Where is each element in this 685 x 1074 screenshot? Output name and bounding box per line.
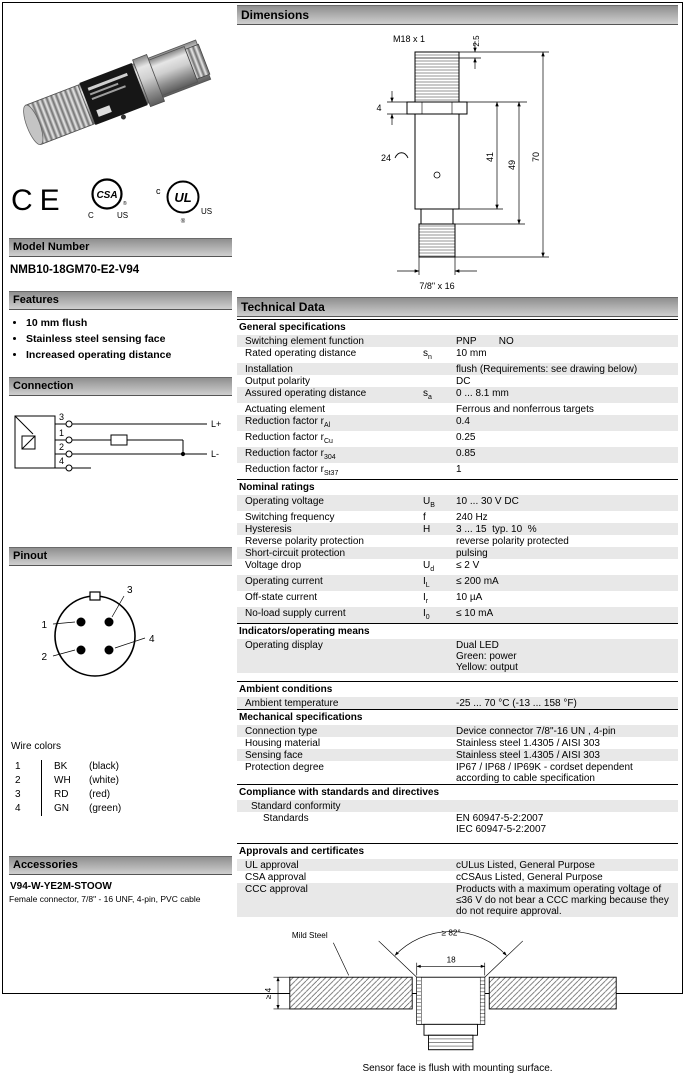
- value-line: 0.85: [456, 447, 476, 459]
- dim-label-thread-bottom: 7/8" x 16: [419, 281, 455, 291]
- mounting-schematic: [243, 921, 663, 1057]
- ul-text: UL: [174, 190, 192, 205]
- value-line: cULus Listed, General Purpose: [456, 859, 595, 871]
- table-row: [237, 363, 678, 375]
- dim-label-70: 70: [531, 151, 541, 163]
- row-label: Reverse polarity protection: [245, 535, 364, 547]
- value-line: DC: [456, 375, 471, 387]
- ul-registered: ®: [180, 219, 185, 225]
- row-label: Rated operating distance: [245, 347, 357, 359]
- row-value: [456, 524, 678, 535]
- right-column: [237, 5, 678, 1074]
- row-label: Ambient temperature: [245, 697, 339, 709]
- table-row: [237, 812, 678, 835]
- dim-label-41: 41: [485, 151, 495, 163]
- pin-label-1: 1: [41, 620, 47, 631]
- value-line: Stainless steel 1.4305 / AISI 303: [456, 737, 600, 749]
- pin-label-4: 4: [149, 634, 155, 645]
- csa-us: US: [116, 211, 128, 220]
- value-line: 3 ... 15 typ. 10 %: [456, 523, 537, 535]
- dim-label-24: 24: [381, 153, 392, 163]
- table-gap: [237, 835, 678, 843]
- table-row: [237, 535, 678, 547]
- table-row: [237, 697, 678, 709]
- row-symbol: [423, 548, 456, 559]
- row-value: [456, 536, 678, 547]
- row-symbol: [423, 640, 456, 673]
- wire-color-row: [15, 774, 232, 788]
- connection-diagram: [11, 406, 232, 489]
- row-symbol: H: [423, 523, 431, 535]
- row-symbol: [423, 726, 456, 737]
- value-line: 10 µA: [456, 591, 483, 603]
- pinout-header: Pinout: [9, 547, 232, 566]
- row-label: Operating current: [245, 575, 323, 587]
- value-line: 240 Hz: [456, 511, 488, 523]
- mounting-caption: Sensor face is flush with mounting surface.: [362, 1063, 553, 1074]
- row-label: Output polarity: [245, 375, 311, 387]
- table-row: [237, 547, 678, 559]
- row-symbol: [423, 762, 456, 784]
- value-line: Stainless steel 1.4305 / AISI 303: [456, 749, 600, 761]
- ul-us: US: [200, 207, 212, 216]
- table-row: [237, 749, 678, 761]
- row-symbol: [423, 448, 456, 463]
- sensor-symbol: [15, 416, 55, 468]
- value-line: PNP NO: [456, 335, 514, 347]
- table-row: [237, 607, 678, 623]
- wire-name: (red): [89, 789, 111, 800]
- row-value: [456, 548, 678, 559]
- mounting-width-label: 18: [446, 955, 456, 965]
- value-line: 0.25: [456, 431, 476, 443]
- lminus-label: L-: [211, 449, 220, 459]
- row-symbol: [423, 416, 456, 431]
- row-label: Reduction factor $r_{Cu}$: [245, 431, 333, 445]
- keyway: [90, 592, 100, 600]
- terminal-label-3: 3: [58, 412, 64, 422]
- row-value: [456, 813, 678, 835]
- wire-color-row: [15, 788, 232, 802]
- mounting-thickness-label: ≥ 4: [263, 987, 273, 1000]
- table-row: [237, 575, 678, 591]
- csa-c: C: [87, 211, 94, 220]
- table-row: [237, 387, 678, 403]
- value-line: 10 ... 30 V DC: [456, 495, 519, 507]
- row-label: Operating display: [245, 639, 323, 651]
- row-symbol: $U_d$: [423, 559, 435, 573]
- row-symbol: $I_L$: [423, 575, 430, 589]
- row-value: [456, 348, 678, 363]
- value-line: -25 ... 70 °C (-13 ... 158 °F): [456, 697, 577, 709]
- table-row: [237, 335, 678, 347]
- table-row: [237, 447, 678, 463]
- table-row: [237, 347, 678, 363]
- accessory-description: Female connector, 7/8" - 16 UNF, 4-pin, PVC cable: [9, 894, 201, 904]
- table-row: [237, 725, 678, 737]
- table-row: [237, 403, 678, 415]
- ul-c: c: [155, 186, 161, 196]
- row-symbol: $s_n$: [423, 347, 432, 361]
- row-value: [456, 801, 678, 812]
- wire-color-row: [15, 802, 232, 816]
- row-label: Switching element function: [245, 335, 364, 347]
- row-value: [456, 576, 678, 591]
- wire-name: (green): [89, 803, 122, 814]
- row-label: Reduction factor $r_{St37}$: [245, 463, 339, 477]
- dim-label-2-5: 2.5: [472, 35, 481, 47]
- row-value: [456, 336, 678, 347]
- row-symbol: [423, 872, 456, 883]
- row-label: Voltage drop: [245, 559, 302, 571]
- terminal-label-2: 2: [58, 442, 64, 452]
- value-line: 1: [456, 463, 462, 475]
- ce-mark: CE: [11, 184, 67, 217]
- wire-colors-title: Wire colors: [11, 741, 62, 752]
- value-line: Dual LED: [456, 639, 499, 651]
- section-title: General specifications: [237, 319, 678, 335]
- value-line: cCSAus Listed, General Purpose: [456, 871, 603, 883]
- sensor-body: [18, 36, 214, 153]
- wire-code: RD: [41, 788, 89, 802]
- pinout-schematic: [17, 578, 177, 690]
- value-line: IEC 60947-5-2:2007: [456, 823, 547, 835]
- table-row: [237, 415, 678, 431]
- row-label: Reduction factor $r_{304}$: [245, 447, 336, 461]
- row-value: [456, 388, 678, 403]
- wire-code: GN: [41, 802, 89, 816]
- value-line: pulsing: [456, 547, 488, 559]
- row-label: CSA approval: [245, 871, 307, 883]
- row-label: Switching frequency: [245, 511, 335, 523]
- value-line: 0.4: [456, 415, 470, 427]
- row-label: Sensing face: [245, 749, 303, 761]
- row-symbol: [423, 336, 456, 347]
- row-symbol: $s_a$: [423, 387, 432, 401]
- value-line: Device connector 7/8"-16 UN , 4-pin: [456, 725, 616, 737]
- wire-name: (white): [89, 775, 120, 786]
- row-label: Reduction factor $r_{Al}$: [245, 415, 331, 429]
- mounting-material-label: Mild Steel: [291, 931, 328, 941]
- wire-code: BK: [41, 760, 89, 774]
- row-symbol: [423, 536, 456, 547]
- table-row: [237, 883, 678, 917]
- row-symbol: [423, 750, 456, 761]
- value-line: reverse polarity protected: [456, 535, 569, 547]
- row-label: Housing material: [245, 737, 321, 749]
- csa-mark: [83, 176, 137, 224]
- accessory-part-number: V94-W-YE2M-STOOW: [10, 881, 112, 892]
- section-title: Approvals and certificates: [237, 843, 678, 859]
- row-symbol: $I_r$: [423, 591, 429, 605]
- row-value: [456, 608, 678, 623]
- table-gap: [237, 673, 678, 681]
- pinout-diagram: [17, 578, 232, 695]
- row-symbol: [423, 738, 456, 749]
- features-list: [26, 317, 232, 361]
- value-line: ≤ 2 V: [456, 559, 480, 571]
- value-line: ≤ 10 mA: [456, 607, 494, 619]
- wires: [55, 421, 207, 471]
- row-value: [456, 738, 678, 749]
- table-row: [237, 871, 678, 883]
- row-symbol: [423, 801, 456, 812]
- feature-item: • Increased operating distance: [26, 349, 232, 361]
- section-title: Nominal ratings: [237, 479, 678, 495]
- row-symbol: [423, 404, 456, 415]
- mounting-angle-label: ≥ 82°: [441, 928, 461, 938]
- row-symbol: $I_0$: [423, 607, 430, 621]
- row-symbol: [423, 698, 456, 709]
- wire-code: WH: [41, 774, 89, 788]
- row-label: Hysteresis: [245, 523, 292, 535]
- row-label: Protection degree: [245, 761, 324, 773]
- connection-schematic: [11, 406, 231, 484]
- feature-item: • 10 mm flush: [26, 317, 232, 329]
- row-label: Installation: [245, 363, 293, 375]
- ul-mark: [153, 176, 217, 226]
- dimension-drawing: [237, 25, 678, 297]
- certification-logos: [11, 176, 232, 228]
- value-line: EN 60947-5-2:2007: [456, 812, 544, 824]
- features-header: Features: [9, 291, 232, 310]
- pins: [77, 618, 114, 655]
- accessories-header: Accessories: [9, 856, 232, 875]
- dim-label-4: 4: [376, 103, 382, 113]
- section-title: Mechanical specifications: [237, 709, 678, 725]
- wire-pin: 4: [15, 803, 21, 814]
- wire-pin: 3: [15, 789, 21, 800]
- pin-label-2: 2: [41, 652, 47, 663]
- value-line: Products with a maximum operating voltage of ≤36 V do not bear a CCC marking because they do not require approval.: [456, 883, 669, 917]
- row-value: [456, 496, 678, 511]
- row-symbol: [423, 432, 456, 447]
- dimension-schematic: [367, 27, 667, 295]
- row-value: [456, 512, 678, 523]
- row-value: [456, 762, 678, 784]
- value-line: 0 ... 8.1 mm: [456, 387, 509, 399]
- terminal-label-4: 4: [58, 456, 64, 466]
- value-line: IP67 / IP68 / IP69K - cordset dependent according to cable specification: [456, 761, 633, 784]
- pin-label-3: 3: [127, 585, 133, 596]
- connection-header: Connection: [9, 377, 232, 396]
- row-value: [456, 416, 678, 431]
- row-symbol: f: [423, 511, 426, 523]
- table-row: [237, 761, 678, 784]
- row-label: Actuating element: [245, 403, 326, 415]
- row-value: [456, 726, 678, 737]
- wire-name: (black): [89, 761, 120, 772]
- table-row: [237, 463, 678, 479]
- row-label: Off-state current: [245, 591, 318, 603]
- table-row: [237, 375, 678, 387]
- row-value: [456, 464, 678, 479]
- table-row: [237, 800, 678, 812]
- row-symbol: [423, 376, 456, 387]
- row-value: [456, 872, 678, 883]
- dim-label-49: 49: [507, 159, 517, 171]
- section-title: Indicators/operating means: [237, 623, 678, 639]
- wire-pin: 2: [15, 775, 21, 786]
- csa-registered: ®: [122, 201, 127, 207]
- table-row: [237, 495, 678, 511]
- row-value: [456, 750, 678, 761]
- table-row: [237, 859, 678, 871]
- row-value: [456, 376, 678, 387]
- table-row: [237, 737, 678, 749]
- row-symbol: [423, 364, 456, 375]
- wire-colors-table: [15, 760, 232, 816]
- row-label: Connection type: [245, 725, 318, 737]
- product-photo: [9, 14, 232, 172]
- row-symbol: [423, 464, 456, 479]
- row-value: [456, 364, 678, 375]
- row-label: No-load supply current: [245, 607, 346, 619]
- value-line: 10 mm: [456, 347, 487, 359]
- row-value: [456, 448, 678, 463]
- dim-label-m18: M18 x 1: [393, 34, 426, 44]
- technical-data-header: Technical Data: [237, 297, 678, 317]
- lplus-label: L+: [211, 419, 222, 429]
- value-line: Ferrous and nonferrous targets: [456, 403, 594, 415]
- section-title: Compliance with standards and directives: [237, 784, 678, 800]
- value-line: flush (Requirements: see drawing below): [456, 363, 638, 375]
- row-value: [456, 698, 678, 709]
- row-value: [456, 560, 678, 575]
- row-label: Standards: [263, 812, 309, 824]
- table-row: [237, 523, 678, 535]
- technical-data-table: [237, 319, 678, 917]
- row-value: [456, 592, 678, 607]
- table-row: [237, 559, 678, 575]
- row-label: Standard conformity: [251, 800, 341, 812]
- value-line: Green: power: [456, 650, 517, 662]
- row-symbol: [423, 860, 456, 871]
- left-column: [9, 6, 232, 904]
- model-number-header: Model Number: [9, 238, 232, 257]
- sensor-outline: [407, 52, 467, 257]
- row-value: [456, 860, 678, 871]
- row-label: UL approval: [245, 859, 299, 871]
- mounting-drawing: [237, 921, 678, 1062]
- wire-color-row: [15, 760, 232, 774]
- row-symbol: [423, 884, 456, 917]
- dimensions-header: Dimensions: [237, 5, 678, 25]
- feature-item: • Stainless steel sensing face: [26, 333, 232, 345]
- csa-text: CSA: [96, 190, 118, 201]
- row-value: [456, 432, 678, 447]
- model-number: NMB10-18GM70-E2-V94: [10, 264, 140, 276]
- value-line: ≤ 200 mA: [456, 575, 499, 587]
- table-row: [237, 511, 678, 523]
- value-line: Yellow: output: [456, 661, 518, 673]
- wire-pin: 1: [15, 761, 21, 772]
- sensor-cross-section: [417, 977, 485, 1050]
- row-symbol: $U_B$: [423, 495, 435, 509]
- terminal-label-1: 1: [58, 428, 64, 438]
- row-value: [456, 404, 678, 415]
- section-title: Ambient conditions: [237, 681, 678, 697]
- row-label: Assured operating distance: [245, 387, 367, 399]
- row-label: CCC approval: [245, 883, 308, 895]
- table-row: [237, 431, 678, 447]
- row-label: Short-circuit protection: [245, 547, 346, 559]
- table-row: [237, 591, 678, 607]
- product-photo-image: [9, 14, 227, 170]
- pin-leaders: [53, 596, 145, 656]
- dimension-lines: [387, 41, 549, 275]
- row-value: [456, 640, 678, 673]
- table-row: [237, 639, 678, 673]
- row-label: Operating voltage: [245, 495, 324, 507]
- row-value: [456, 884, 678, 917]
- row-symbol: [423, 813, 456, 835]
